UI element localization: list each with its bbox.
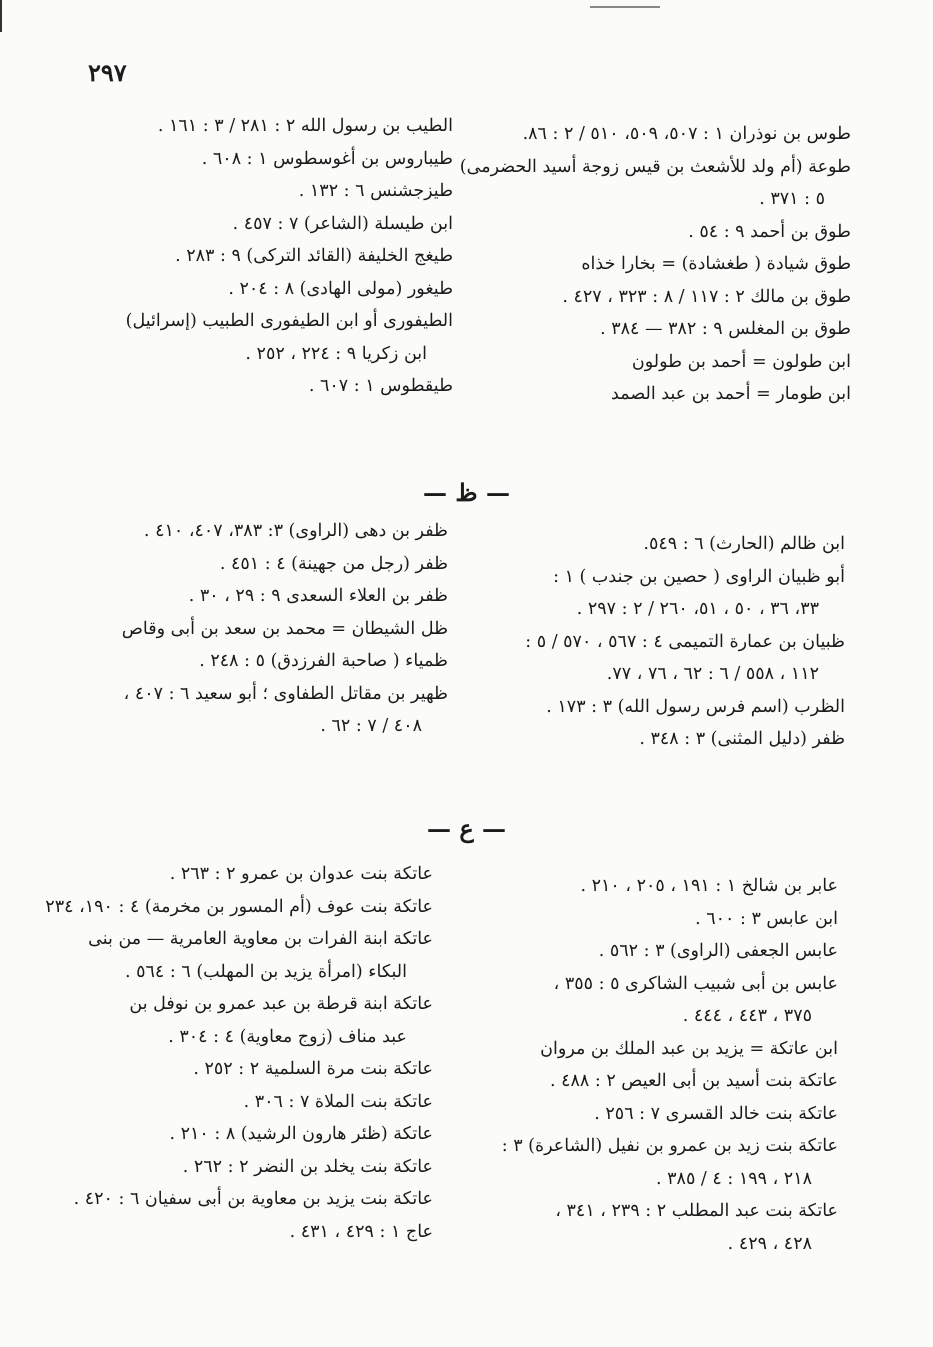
index-entry-continuation: ٤٢٨ ، ٤٢٩ . [727,1233,812,1254]
index-entry: عابر بن شالخ ١ : ١٩١ ، ٢٠٥ ، ٢١٠ . [580,876,838,896]
left-column-ta [83,110,453,403]
index-entry: عاتكة بنت خالد القسرى ٧ : ٢٥٦ . [594,1103,838,1124]
index-entry: طوس بن نوذران ١ : ٥٠٧، ٥٠٩، ٥١٠ / ٢ : ٨٦. [522,124,851,144]
index-entry: ابن ظالم (الحارث) ٦ : ٥٤٩. [643,534,845,554]
left-column-za [78,515,448,743]
index-entry-continuation: البكاء (امرأة يزيد بن المهلب) ٦ : ٥٦٤ . [124,961,407,982]
index-entry: عاتكة بنت يخلد بن النضر ٢ : ٢٦٢ . [182,1156,433,1177]
index-entry: ابن عابس ٣ : ٦٠٠ . [695,908,838,929]
index-entry: الطيفورى أو ابن الطيفورى الطبيب (إسرائيل) [125,311,453,331]
index-entry: طيغور (مولى الهادى) ٨ : ٢٠٤ . [228,278,453,299]
right-column-ta [459,118,851,411]
index-entry: طيقطوس ١ : ٦٠٧ . [308,376,453,396]
index-entry: طيزجشنس ٦ : ١٣٢ . [298,181,453,201]
index-entry: ظفر بن دهى (الراوى) ٣: ٣٨٣، ٤٠٧، ٤١٠ . [143,521,448,541]
index-entry: ظهير بن مقاتل الطفاوى ؛ أبو سعيد ٦ : ٤٠٧ ، [123,683,448,704]
index-entry: عابس الجعفى (الراوى) ٣ : ٥٦٢ . [598,941,838,961]
index-entry: ظمياء ( صاحبة الفرزدق) ٥ : ٢٤٨ . [199,651,448,671]
index-entry: ابن طولون = أحمد بن طولون [631,351,851,372]
index-entry: أبو ظبيان الراوى ( حصين بن جندب ) ١ : [553,566,845,587]
index-entry: عاتكة بنت الملاة ٧ : ٣٠٦ . [243,1091,433,1112]
index-entry: عاتكة (ظئر هارون الرشيد) ٨ : ٢١٠ . [169,1124,433,1144]
left-column-ain [45,858,433,1248]
right-column-za [465,528,845,756]
index-entry: عاتكة بنت عوف (أم المسور بن مخرمة) ٤ : ١٩٠، ٢٣٤ [45,896,433,917]
index-entry-continuation: ابن زكريا ٩ : ٢٢٤ ، ٢٥٢ . [245,343,427,364]
section-heading-ain: — ع — [426,814,507,843]
index-entry: ابن طيسلة (الشاعر) ٧ : ٤٥٧ . [232,213,453,234]
index-entry: عاج ١ : ٤٢٩ ، ٤٣١ . [289,1221,433,1242]
index-entry: طوق بن أحمد ٩ : ٥٤ . [688,221,851,242]
index-entry: ظل الشيطان = محمد بن سعد بن أبى وقاص [121,618,448,639]
index-entry: عابس بن أبى شبيب الشاكرى ٥ : ٣٥٥ ، [553,973,838,994]
index-entry: عاتكة بنت يزيد بن معاوية بن أبى سفيان ٦ : ٤٢٠ . [73,1189,433,1209]
index-entry-continuation: ٣٣، ٣٦ ، ٥٠ ، ٥١، ٢٦٠ / ٢ : ٢٩٧ . [576,599,819,619]
index-entry: ظفر بن العلاء السعدى ٩ : ٢٩ ، ٣٠ . [188,586,448,606]
index-entry: طوق شيادة ( طغشادة) = بخارا خذاه [581,254,851,274]
index-entry: عاتكة بنت أسيد بن أبى العيص ٢ : ٤٨٨ . [549,1071,838,1091]
right-column-ain [458,870,838,1260]
top-rule [590,6,660,8]
index-entry: ظفر (رجل من جهينة) ٤ : ٤٥١ . [219,553,448,574]
index-entry: طيغج الخليفة (القائد التركى) ٩ : ٢٨٣ . [175,246,453,266]
index-entry-continuation: ٤٠٨ / ٧ : ٦٢ . [320,716,422,736]
page-edge-mark [0,0,2,32]
index-entry: طوعة (أم ولد للأشعث بن قيس زوجة أسيد الحضرمى) [459,156,851,177]
index-entry: عاتكة بنت زيد بن عمرو بن نفيل (الشاعرة) ٣ : [501,1136,838,1156]
index-entry: ظبيان بن عمارة التميمى ٤ : ٥٦٧ ، ٥٧٠ / ٥ : [525,631,845,652]
index-entry: عاتكة بنت عدوان بن عمرو ٢ : ٢٦٣ . [169,864,433,884]
index-entry: ابن عاتكة = يزيد بن عبد الملك بن مروان [540,1038,838,1059]
index-entry: ظفر (دليل المثنى) ٣ : ٣٤٨ . [639,729,845,749]
index-entry: الظرب (اسم فرس رسول الله) ٣ : ١٧٣ . [546,696,845,717]
index-entry: عاتكة ابنة الفرات بن معاوية العامرية — من بنى [88,929,433,949]
index-entry: طوق بن المغلس ٩ : ٣٨٢ — ٣٨٤ . [600,319,851,339]
index-entry-continuation: ٣٧٥ ، ٤٤٣ ، ٤٤٤ . [682,1006,812,1026]
index-entry: ابن طومار = أحمد بن عبد الصمد [611,384,851,404]
index-entry: طيباروس بن أغوسطوس ١ : ٦٠٨ . [201,148,453,169]
index-entry-continuation: ٥ : ٣٧١ . [759,189,825,209]
index-entry-continuation: ٢١٨ ، ١٩٩ : ٤ / ٣٨٥ . [656,1168,812,1189]
index-entry: عاتكة بنت عبد المطلب ٢ : ٢٣٩ ، ٣٤١ ، [555,1201,838,1221]
index-entry-continuation: ١١٢ ، ٥٥٨ / ٦ : ٦٢ ، ٧٦ ، ٧٧. [606,664,819,684]
index-entry: عاتكة ابنة قرطة بن عبد عمرو بن نوفل بن [129,994,433,1014]
index-entry: طوق بن مالك ٢ : ١١٧ / ٨ : ٣٢٣ ، ٤٢٧ . [562,286,851,307]
section-heading-za: — ظ — [423,478,510,507]
index-entry: عاتكة بنت مرة السلمية ٢ : ٢٥٢ . [193,1059,433,1079]
page-number: ٢٩٧ [88,58,127,87]
index-entry: الطيب بن رسول الله ٢ : ٢٨١ / ٣ : ١٦١ . [157,116,453,136]
index-entry-continuation: عبد مناف (زوج معاوية) ٤ : ٣٠٤ . [168,1026,407,1047]
